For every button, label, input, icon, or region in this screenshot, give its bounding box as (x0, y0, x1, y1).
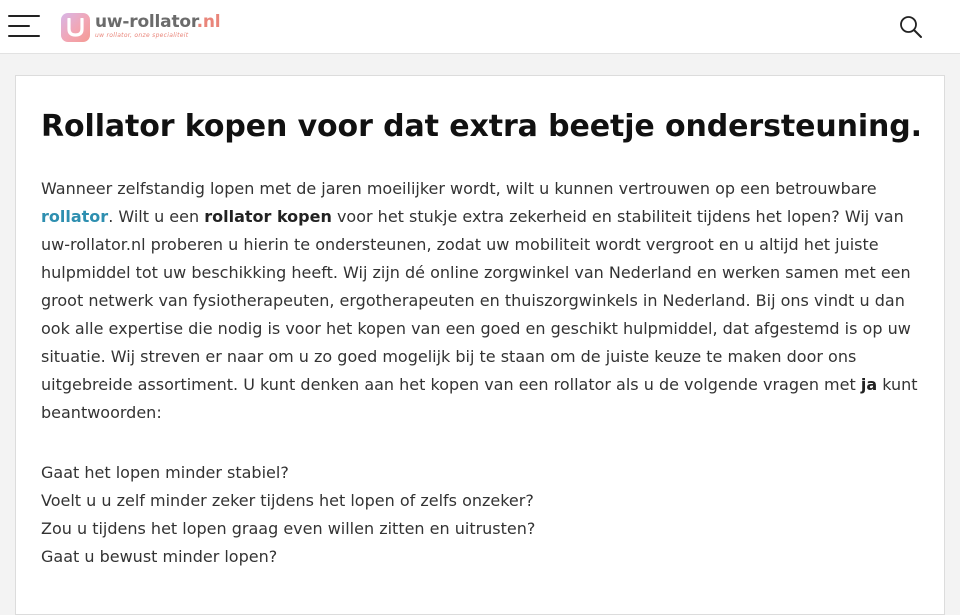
question-list (41, 459, 921, 571)
search-icon[interactable] (899, 15, 923, 39)
intro-paragraph (41, 175, 921, 427)
intro-text-3: voor het stukje extra zekerheid en stabiliteit tijdens het lopen? Wij van uw-rollator.nl proberen u hierin te ondersteunen, zodat uw mobiliteit wordt vergroot en u altijd het juiste hulpmiddel tot uw beschikking heeft. Wij zijn dé online zorgwinkel van Nederland en werken samen met een groot netwerk van fysiotherapeuten, ergotherapeuten en thuiszorgwinkels in Nederland. Bij ons vindt u dan ook alle expertise die nodig is voor het kopen van een goed en geschikt hulpmiddel, dat afgestemd is op uw situatie. Wij streven er naar om u zo goed mogelijk bij te staan om de juiste keuze te maken door ons uitgebreide assortiment. U kunt denken aan het kopen van een rollator als u de volgende vragen met (41, 207, 911, 394)
intro-text-4: kunt beantwoorden: (41, 375, 918, 422)
site-logo[interactable] (61, 13, 221, 43)
hamburger-menu-icon[interactable] (8, 14, 40, 40)
logo-name-tld: .nl (196, 12, 221, 32)
logo-mark-icon (61, 13, 90, 42)
logo-name-main: uw-rollator (95, 12, 197, 32)
site-header (0, 0, 960, 54)
rollator-link[interactable]: rollator (41, 207, 109, 226)
list-item: Voelt u u zelf minder zeker tijdens het lopen of zelfs onzeker? (41, 491, 534, 510)
logo-tagline: uw rollator, onze specialiteit (95, 32, 189, 39)
intro-bold-rollator-kopen: rollator kopen (204, 207, 332, 226)
logo-name (95, 12, 220, 32)
page-title: Rollator kopen voor dat extra beetje ondersteuning. (41, 109, 922, 144)
intro-text-2: . Wilt u een (108, 207, 205, 226)
list-item: Gaat het lopen minder stabiel? (41, 463, 289, 482)
intro-text-1: Wanneer zelfstandig lopen met de jaren moeilijker wordt, wilt u kunnen vertrouwen op een betrouwbare (41, 179, 877, 198)
list-item: Gaat u bewust minder lopen? (41, 547, 278, 566)
article-card (15, 75, 945, 615)
intro-bold-ja: ja (860, 375, 878, 394)
list-item: Zou u tijdens het lopen graag even willen zitten en uitrusten? (41, 519, 536, 538)
